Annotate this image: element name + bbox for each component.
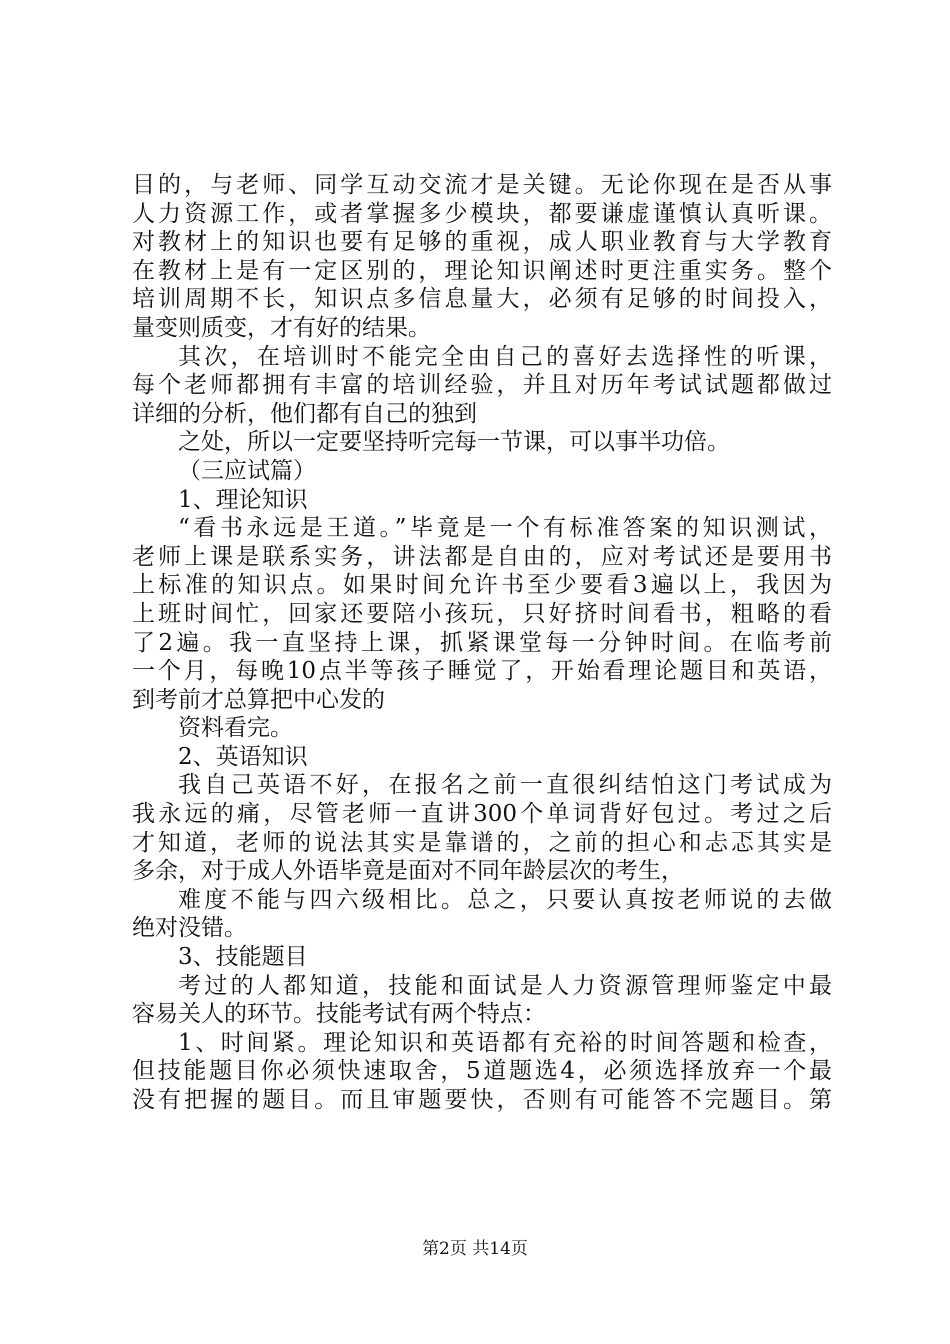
text-line: 上标准的知识点。如果时间允许书至少要看3遍以上，我因为 [132,572,832,599]
text-line: 在教材上是有一定区别的，理论知识阐述时更注重实务。整个 [132,257,832,284]
document-body [132,171,832,1115]
text-line: 考过的人都知道，技能和面试是人力资源管理师鉴定中最 [178,972,832,999]
text-line: 目的，与老师、同学互动交流才是关键。无论你现在是否从事 [132,172,832,198]
text-line: 但技能题目你必须快速取舍，5道题选4，必须选择放弃一个最 [132,1058,832,1085]
text-line: 之处，所以一定要坚持听完每一节课，可以事半功倍。 [178,429,730,456]
text-line: 2、英语知识 [178,743,308,770]
text-line: （三应试篇） [178,457,316,484]
text-line: 资料看完。 [178,715,293,742]
text-line: 到考前才总算把中心发的 [132,686,385,713]
text-line: 对教材上的知识也要有足够的重视，成人职业教育与大学教育 [132,229,832,256]
text-line: 量变则质变，才有好的结果。 [132,314,431,341]
text-line: 培训周期不长，知识点多信息量大，必须有足够的时间投入， [132,286,832,313]
text-line: 1、时间紧。理论知识和英语都有充裕的时间答题和检查， [178,1029,832,1056]
page-footer: 第2页 共14页 [422,1239,528,1259]
text-line: 没有把握的题目。而且审题要快，否则有可能答不完题目。第 [132,1087,832,1113]
text-line: 1、理论知识 [178,486,308,513]
text-line: 我自己英语不好，在报名之前一直很纠结怕这门考试成为 [178,772,832,799]
text-line: 我永远的痛，尽管老师一直讲300个单词背好包过。考过之后 [132,801,832,828]
text-line: 人力资源工作，或者掌握多少模块，都要谦虚谨慎认真听课。 [132,200,832,227]
text-line: 老师上课是联系实务，讲法都是自由的，应对考试还是要用书 [132,543,832,570]
text-line: 其次，在培训时不能完全由自己的喜好去选择性的听课， [178,343,832,370]
text-line: 上班时间忙，回家还要陪小孩玩，只好挤时间看书，粗略的看 [132,600,832,627]
text-line: 一个月，每晚10点半等孩子睡觉了，开始看理论题目和英语， [132,658,832,685]
text-line: 多余，对于成人外语毕竟是面对不同年龄层次的考生， [132,858,684,885]
text-line: 3、技能题目 [178,944,308,971]
text-line: 才知道，老师的说法其实是靠谱的，之前的担心和忐忑其实是 [132,829,832,856]
text-line: “看书永远是王道。”毕竟是一个有标准答案的知识测试， [178,515,832,542]
text-line: 每个老师都拥有丰富的培训经验，并且对历年考试试题都做过 [132,372,832,399]
text-line: 容易关人的环节。技能考试有两个特点： [132,1001,546,1028]
text-line: 详细的分析，他们都有自己的独到 [132,400,477,427]
text-line: 难度不能与四六级相比。总之，只要认真按老师说的去做 [178,886,832,913]
text-line: 了2遍。我一直坚持上课，抓紧课堂每一分钟时间。在临考前 [132,629,832,656]
text-line: 绝对没错。 [132,915,247,942]
